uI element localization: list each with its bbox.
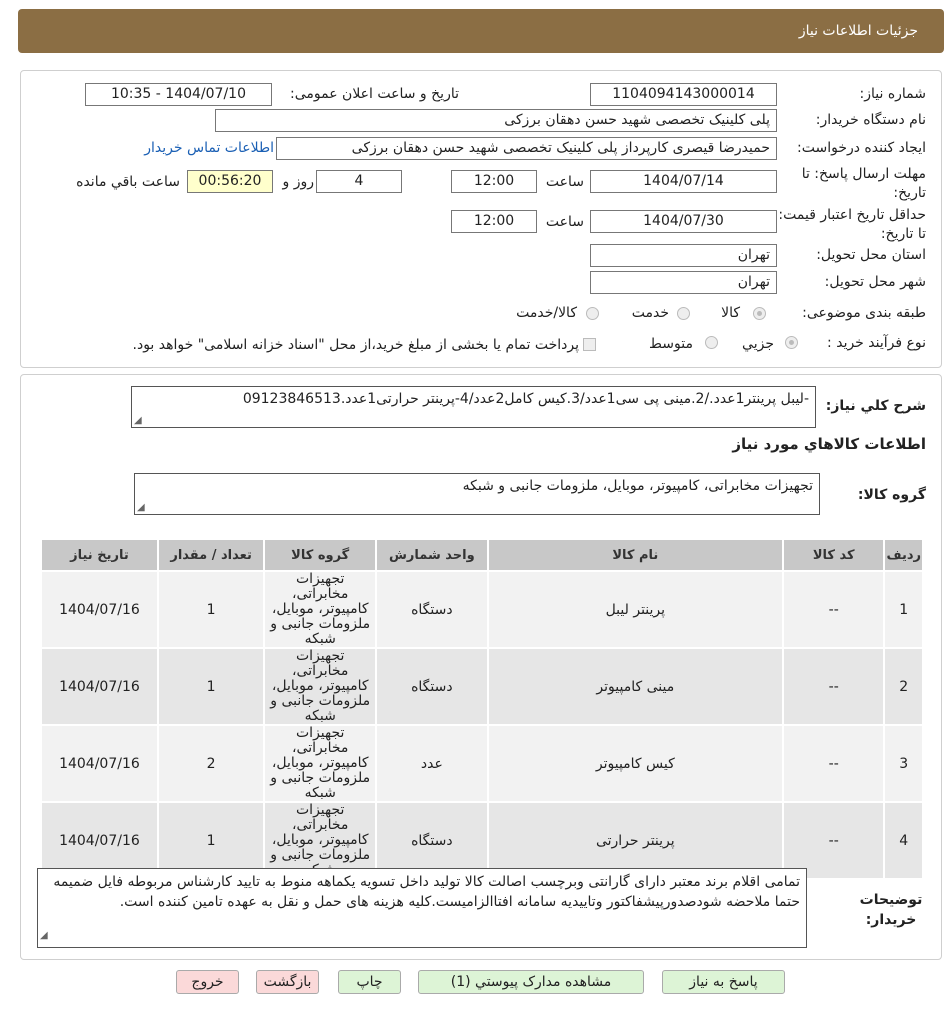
deadline-time-label: ساعت bbox=[545, 174, 584, 190]
category-option-service: خدمت bbox=[631, 305, 669, 321]
col-header-group: گروه کالا bbox=[265, 540, 375, 570]
cell-code: -- bbox=[784, 726, 883, 801]
treasury-note: پرداخت تمام یا بخشی از مبلغ خرید،از محل "اسناد خزانه اسلامی" خواهد بود. bbox=[132, 337, 579, 353]
cell-qty: 2 bbox=[159, 726, 264, 801]
category-label: طبقه بندی موضوعی: bbox=[802, 305, 926, 321]
cell-name: کیس کامپیوتر bbox=[489, 726, 782, 801]
days-field: 4 bbox=[316, 170, 402, 193]
goods-info-title: اطلاعات کالاهاي مورد نياز bbox=[732, 435, 926, 453]
cell-row: 2 bbox=[885, 649, 922, 724]
resize-grip-icon[interactable]: ◢ bbox=[137, 502, 145, 513]
page-title: جزئیات اطلاعات نیاز bbox=[798, 23, 918, 39]
cell-code: -- bbox=[784, 572, 883, 647]
need-number-label: شماره نیاز: bbox=[859, 86, 926, 102]
category-option-goods: کالا bbox=[721, 305, 740, 321]
cell-name: پرینتر لیبل bbox=[489, 572, 782, 647]
goods-table bbox=[40, 538, 924, 880]
cell-qty: 1 bbox=[159, 803, 264, 878]
attachments-button[interactable]: مشاهده مدارک پیوستي (1) bbox=[418, 970, 644, 994]
creator-field: حمیدرضا قیصری کارپرداز پلی کلینیک تخصصی شهید حسن دهقان برزکی bbox=[276, 137, 777, 160]
back-button[interactable]: بازگشت bbox=[256, 970, 319, 994]
city-field: تهران bbox=[590, 271, 777, 294]
cell-unit: عدد bbox=[377, 726, 487, 801]
summary-textarea[interactable] bbox=[131, 386, 816, 428]
creator-label: ایجاد کننده درخواست: bbox=[797, 140, 926, 156]
cell-date: 1404/07/16 bbox=[42, 803, 157, 878]
remaining-time-field: 00:56:20 bbox=[187, 170, 273, 193]
buyer-org-field: پلی کلینیک تخصصی شهید حسن دهقان برزکی bbox=[215, 109, 777, 132]
cell-code: -- bbox=[784, 803, 883, 878]
cell-qty: 1 bbox=[159, 649, 264, 724]
treasury-checkbox[interactable] bbox=[583, 338, 596, 351]
cell-unit: دستگاه bbox=[377, 649, 487, 724]
cell-date: 1404/07/16 bbox=[42, 726, 157, 801]
buyer-notes-text: تمامی اقلام برند معتبر دارای گارانتی وبرچسب اصالت کالا تولید داخل تسویه یکماهه منوط به تایید کارشناس مربوطه فایل ضمیمه حتما ملاحضه شودصدورپیشفاکتور وتاییدیه سامانه افتاالزامیست.کلیه هزینه های حمل و نقل به عهده تامین کننده است. bbox=[53, 874, 800, 910]
process-label: نوع فرآیند خرید : bbox=[827, 335, 926, 351]
announce-field: 1404/07/10 - 10:35 bbox=[85, 83, 272, 106]
process-radio-small[interactable] bbox=[785, 336, 798, 349]
print-button[interactable]: چاپ bbox=[338, 970, 401, 994]
province-field: تهران bbox=[590, 244, 777, 267]
goods-group-label: گروه کالا: bbox=[857, 487, 926, 503]
col-header-qty: تعداد / مقدار bbox=[159, 540, 264, 570]
table-header-row bbox=[42, 540, 922, 570]
cell-group: تجهیزات مخابراتی، کامپیوتر، موبایل، ملزومات جانبی و bbox=[265, 803, 375, 878]
cell-row: 4 bbox=[885, 803, 922, 878]
cell-unit: دستگاه bbox=[377, 572, 487, 647]
category-radio-service[interactable] bbox=[677, 307, 690, 320]
cell-row: 1 bbox=[885, 572, 922, 647]
buyer-notes-textarea[interactable] bbox=[37, 868, 807, 948]
cell-group: تجهیزات مخابراتی، کامپیوتر، موبایل، ملزومات جانبی و شبکه bbox=[265, 726, 375, 801]
deadline-date-field: 1404/07/14 bbox=[590, 170, 777, 193]
process-option-small: جزیي bbox=[742, 336, 774, 352]
cell-date: 1404/07/16 bbox=[42, 649, 157, 724]
table-row bbox=[42, 572, 922, 647]
col-header-row: رديف bbox=[885, 540, 922, 570]
col-header-name: نام کالا bbox=[489, 540, 782, 570]
remaining-time-label: ساعت باقي مانده bbox=[76, 174, 180, 190]
exit-button[interactable]: خروج bbox=[176, 970, 239, 994]
cell-group: تجهیزات مخابراتی، کامپیوتر، موبایل، ملزومات جانبی و شبکه bbox=[265, 572, 375, 647]
col-header-unit: واحد شمارش bbox=[377, 540, 487, 570]
cell-group: تجهیزات مخابراتی، کامپیوتر، موبایل، ملزومات جانبی و شبکه bbox=[265, 649, 375, 724]
need-number-field: 1104094143000014 bbox=[590, 83, 777, 106]
cell-unit: دستگاه bbox=[377, 803, 487, 878]
process-option-medium: متوسط bbox=[649, 336, 693, 352]
days-label: روز و bbox=[282, 174, 314, 190]
reply-button[interactable]: پاسخ به نیاز bbox=[662, 970, 785, 994]
col-header-code: کد کالا bbox=[784, 540, 883, 570]
cell-name: پرینتر حرارتی bbox=[489, 803, 782, 878]
validity-label: حداقل تاریخ اعتبار قیمت: تا تاریخ: bbox=[778, 207, 926, 242]
goods-group-text: تجهیزات مخابراتی، کامپیوتر، موبایل، ملزومات جانبی و شبکه bbox=[462, 478, 813, 494]
summary-label: شرح كلي نياز: bbox=[825, 398, 926, 414]
province-label: استان محل تحویل: bbox=[816, 247, 926, 263]
buyer-notes-label: توضیحات خریدار: bbox=[859, 892, 923, 928]
table-row bbox=[42, 649, 922, 724]
validity-time-field: 12:00 bbox=[451, 210, 537, 233]
resize-grip-icon[interactable]: ◢ bbox=[134, 415, 142, 426]
table-row bbox=[42, 803, 922, 878]
category-radio-goods[interactable] bbox=[753, 307, 766, 320]
col-header-date: تاریخ نیاز bbox=[42, 540, 157, 570]
deadline-time-field: 12:00 bbox=[451, 170, 537, 193]
goods-group-textarea[interactable] bbox=[134, 473, 820, 515]
validity-time-label: ساعت bbox=[545, 214, 584, 230]
cell-qty: 1 bbox=[159, 572, 264, 647]
city-label: شهر محل تحویل: bbox=[824, 274, 926, 290]
resize-grip-icon[interactable]: ◢ bbox=[40, 930, 48, 941]
process-radio-medium[interactable] bbox=[705, 336, 718, 349]
summary-text: -لیبل پرینتر1عدد./2.مینی پی سی1عدد/3.کیس کامل2عدد/4-پرینتر حرارتی1عدد.09123846513 bbox=[242, 391, 809, 407]
category-option-both: کالا/خدمت bbox=[516, 305, 577, 321]
cell-code: -- bbox=[784, 649, 883, 724]
validity-date-field: 1404/07/30 bbox=[590, 210, 777, 233]
deadline-label: مهلت ارسال پاسخ: تا تاریخ: bbox=[801, 166, 926, 201]
buyer-contact-link[interactable]: اطلاعات تماس خریدار bbox=[144, 140, 274, 156]
category-radio-both[interactable] bbox=[586, 307, 599, 320]
cell-date: 1404/07/16 bbox=[42, 572, 157, 647]
table-row bbox=[42, 726, 922, 801]
announce-label: تاریخ و ساعت اعلان عمومی: bbox=[290, 86, 459, 102]
cell-row: 3 bbox=[885, 726, 922, 801]
cell-name: مینی کامپیوتر bbox=[489, 649, 782, 724]
page-header bbox=[18, 9, 944, 53]
buyer-org-label: نام دستگاه خریدار: bbox=[815, 112, 926, 128]
